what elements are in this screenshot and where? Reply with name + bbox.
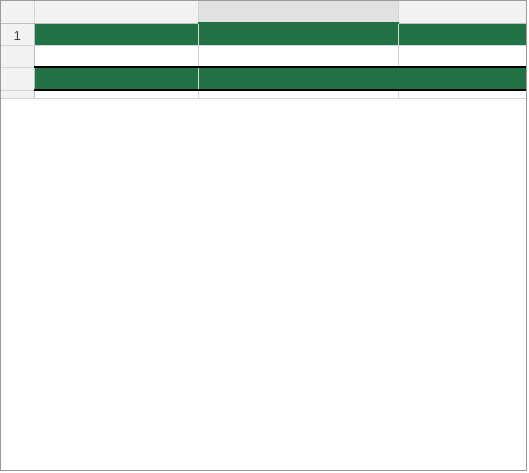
select-all-corner[interactable] <box>1 1 34 23</box>
table-row <box>1 67 527 90</box>
column-header-row <box>1 1 527 23</box>
row-header[interactable]: 1 <box>1 23 34 45</box>
cell-a1[interactable] <box>34 23 198 45</box>
cell[interactable] <box>398 90 527 98</box>
cell-c1[interactable] <box>398 23 527 45</box>
table-row <box>1 45 527 67</box>
cell-b9[interactable] <box>198 67 527 90</box>
row-header[interactable] <box>1 45 34 67</box>
cell[interactable] <box>198 90 398 98</box>
row-header[interactable] <box>1 90 34 98</box>
cell-a9[interactable] <box>34 67 198 90</box>
column-header-b[interactable] <box>198 1 398 23</box>
column-header-a[interactable] <box>34 1 198 23</box>
row-header[interactable] <box>1 67 34 90</box>
cell[interactable] <box>198 45 398 67</box>
cell[interactable] <box>398 45 527 67</box>
table-row <box>1 23 527 45</box>
cell-b1[interactable] <box>198 23 398 45</box>
table-row <box>1 90 527 98</box>
column-header-c[interactable] <box>398 1 527 23</box>
cell[interactable] <box>34 90 198 98</box>
sheet-grid <box>1 1 527 99</box>
cell[interactable] <box>34 45 198 67</box>
